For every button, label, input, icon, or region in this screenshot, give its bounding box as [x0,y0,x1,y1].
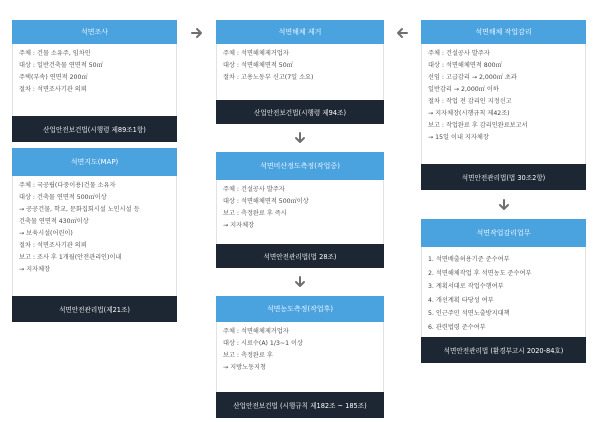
card-line: 보고 : 측정완료 후 [223,352,273,359]
card-body [216,44,384,100]
arrow-down-icon [294,132,306,144]
card-line: 2. 석면해체작업 후 석면농도 준수여부 [428,269,532,277]
card-scatter-measurement [216,152,384,268]
card-title: 석면조사 [12,20,177,44]
card-title: 석면해체 제거 [216,20,384,44]
card-line: 선임 : 고급감리 → 2,000㎡ 초과 [428,74,517,81]
card-title: 석면농도측정(작업후) [216,296,384,322]
card-line: 주택(부속) 연면적 200㎡ [19,74,88,81]
card-line: 건축물 연면적 430㎡이상 [19,218,89,225]
card-footer: 석면안전관리법(제21조) [12,296,177,322]
card-line: 6. 관련법령 준수여부 [428,323,486,331]
card-asbestos-removal [216,20,384,124]
card-line: 보고 : 작업완료 후 감리인완료보고서 [428,122,528,129]
card-line: → 15일 이내 지자체장 [428,134,489,141]
card-line: 대상 : 석면해체면적 50㎡ [223,62,293,69]
arrow-down-icon [294,276,306,288]
card-body [421,247,586,337]
card-line: 4. 개선계획 타당성 여부 [428,296,494,304]
card-line: 주체 : 석면해체제거업자 [223,50,289,57]
card-line: 주체 : 건설공사 발주자 [428,50,490,57]
card-body [216,322,384,392]
card-line: 3. 계획서대로 작업수행여부 [428,283,504,290]
arrow-down-icon [498,199,510,211]
card-line: 대상 : 석면해체면적 800㎡ [428,62,502,69]
card-line: 보고 : 조사 후 1개월(안전관리인)이내 [19,254,122,261]
card-line: → 지자체장 [19,266,51,273]
card-line: 주체 : 국공립(다중이용)건물 소유자 [19,182,116,189]
card-line: 대상 : 일반건축물 연면적 50㎡ [19,62,103,69]
card-line: → 지자체장 [223,222,255,229]
card-footer: 석면안전관리법(법 30조2항) [421,164,586,190]
card-line: → 공공건물, 학교, 문화집회시설 노인시설 등 [19,206,140,213]
card-footer: 석면안전관리법(법 28조) [216,244,384,268]
card-line: → 지자체장(시행규칙 제42조) [428,110,510,117]
card-footer: 석면안전관리법 (환경부고시 2020-84호) [421,337,586,363]
card-line: 절차 : 석면조사기관 의뢰 [19,242,87,249]
card-line: 대상 : 석면해체면적 500㎡이상 [223,198,309,205]
card-line: 대상 : 시료수(A) 1/3~1 이상 [223,340,303,347]
card-title: 석면해체 작업감리 [421,20,586,44]
card-asbestos-survey [12,20,177,142]
card-asbestos-map [12,148,177,322]
card-line: 보고 : 측정완료 후 즉시 [223,210,287,217]
card-line: → 보육시설(어린이) [19,230,73,237]
card-body [12,44,177,116]
card-concentration-measurement [216,296,384,418]
arrow-right-icon [191,27,203,39]
card-line: 주체 : 건물 소유주, 임차인 [19,50,91,57]
card-line: 일반감리 → 2,000㎡ 이하 [428,86,499,93]
card-line: 절차 : 석면조사기관 의뢰 [19,86,87,93]
card-line: 대상 : 건축물 연면적 500㎡이상 [19,194,107,201]
card-body [421,44,586,164]
card-line: 주체 : 석면해체제거업자 [223,328,289,335]
card-line: → 지방노동지청 [223,364,267,371]
card-supervision-duties [421,219,586,363]
card-footer: 산업안전보건법(시행령 제94조) [216,100,384,124]
card-removal-supervision [421,20,586,190]
card-line: 5. 인근주민 석면노출방지대책 [428,310,510,317]
card-footer: 산업안전보건법 (시행규칙 제182조 ~ 185조) [216,392,384,418]
card-line: 1. 석면배출허용기준 준수여부 [428,256,510,263]
arrow-left-icon [396,27,408,39]
card-footer: 산업안전보건법(시행령 제89조1항) [12,116,177,142]
card-body [216,180,384,244]
card-line: 절차 : 작업 전 감리인 지정신고 [428,98,512,105]
card-title: 석면작업감리업무 [421,219,586,247]
card-line: 절차 : 고용노동부 신고(7일 소요) [223,74,314,81]
card-line: 주체 : 건설공사 발주자 [223,186,285,193]
card-body [12,176,177,296]
card-title: 석면비산정도측정(작업중) [216,152,384,180]
card-title: 석면지도(MAP) [12,148,177,176]
